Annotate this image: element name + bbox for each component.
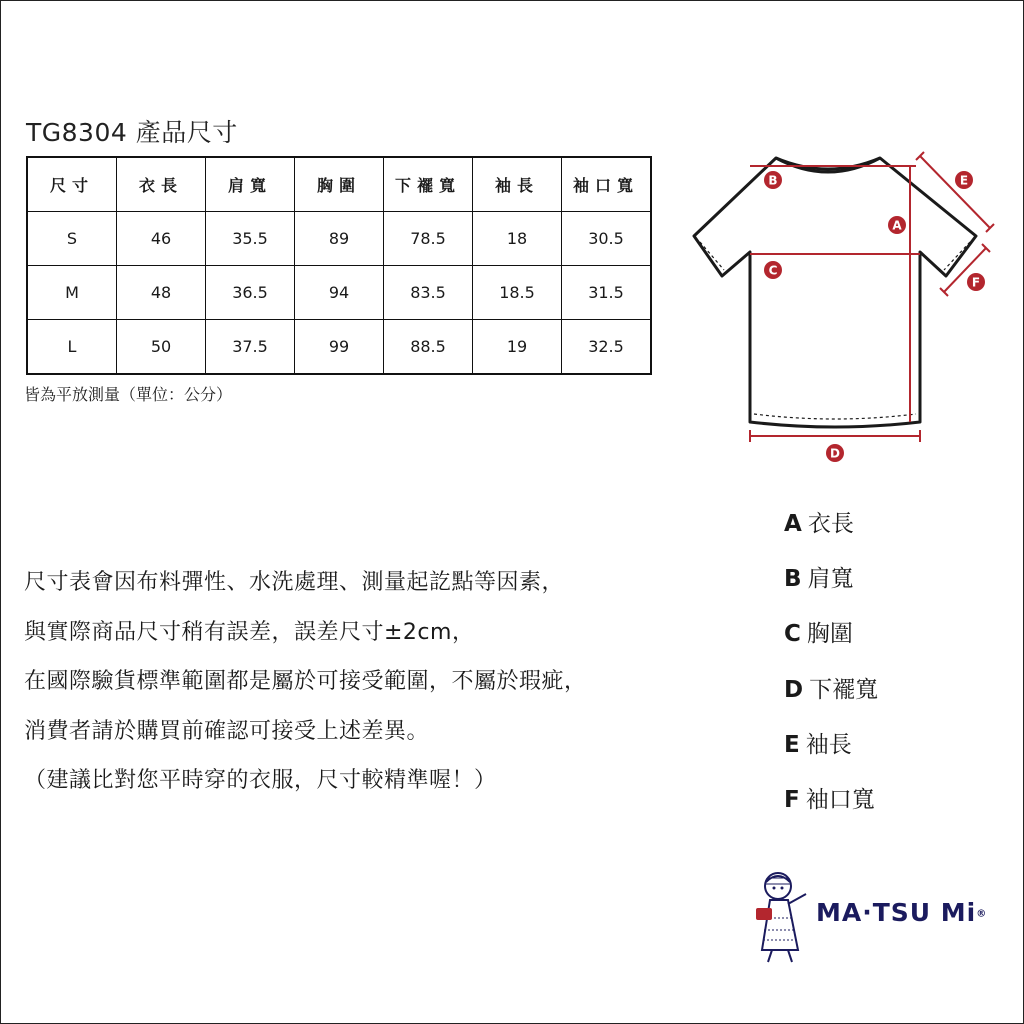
- table-cell: 89: [295, 212, 384, 266]
- header-shoulder: 肩寬: [206, 157, 295, 212]
- marker-b-label: B: [768, 173, 778, 188]
- table-cell: M: [27, 266, 117, 320]
- disclaimer-line: 尺寸表會因布料彈性、水洗處理、測量起訖點等因素，: [24, 570, 565, 595]
- header-length: 衣長: [117, 157, 206, 212]
- marker-c-label: C: [768, 263, 778, 278]
- table-cell: 99: [295, 320, 384, 375]
- legend-label: 下襬寬: [809, 676, 879, 703]
- legend-label: 衣長: [807, 511, 854, 537]
- disclaimer-line: （建議比對您平時穿的衣服，尺寸較精準喔！）: [24, 768, 497, 793]
- legend-item: [784, 663, 878, 718]
- brand-logo: [816, 898, 987, 927]
- header-size: 尺寸: [27, 157, 117, 212]
- legend-label: 袖長: [805, 731, 852, 758]
- legend-item: [784, 718, 878, 773]
- legend-item: [784, 773, 878, 828]
- legend-key: F: [784, 787, 800, 814]
- marker-d: [826, 444, 844, 462]
- table-cell: 32.5: [562, 320, 652, 375]
- legend-item: [784, 607, 878, 662]
- legend-key: D: [784, 676, 804, 703]
- table-cell: 18.5: [473, 266, 562, 320]
- table-cell: 83.5: [384, 266, 473, 320]
- table-cell: 78.5: [384, 212, 473, 266]
- table-cell: 18: [473, 212, 562, 266]
- table-cell: 88.5: [384, 320, 473, 375]
- legend-label: 袖口寬: [805, 787, 875, 814]
- table-cell: 50: [117, 320, 206, 375]
- table-cell: S: [27, 212, 117, 266]
- table-cell: 31.5: [562, 266, 652, 320]
- table-row: [27, 212, 651, 266]
- table-cell: 35.5: [206, 212, 295, 266]
- table-cell: 37.5: [206, 320, 295, 375]
- disclaimer-paragraph: [24, 558, 587, 806]
- table-cell: 48: [117, 266, 206, 320]
- marker-e: [955, 171, 973, 189]
- legend-item: [784, 552, 878, 607]
- marker-e-label: E: [959, 173, 969, 188]
- tshirt-diagram-icon: [680, 140, 1010, 470]
- product-title: TG8304 產品尺寸: [26, 118, 238, 147]
- brand-name: MA·TSU Mi: [816, 898, 977, 927]
- table-cell: 19: [473, 320, 562, 375]
- table-cell: 46: [117, 212, 206, 266]
- header-chest: 胸圍: [295, 157, 384, 212]
- legend-key: C: [784, 621, 801, 648]
- marker-a-label: A: [892, 218, 902, 233]
- legend-key: A: [784, 511, 802, 537]
- registered-mark: ®: [976, 908, 988, 920]
- marker-f-label: F: [971, 275, 981, 290]
- legend-key: E: [784, 731, 800, 758]
- header-cuff: 袖口寬: [562, 157, 652, 212]
- measurement-legend: [784, 497, 878, 828]
- table-cell: 30.5: [562, 212, 652, 266]
- table-cell: L: [27, 320, 117, 375]
- table-cell: 94: [295, 266, 384, 320]
- size-table: [26, 156, 652, 375]
- table-row: [27, 320, 651, 375]
- table-row: [27, 266, 651, 320]
- measurement-note: 皆為平放測量（單位：公分）: [24, 385, 233, 404]
- brand-mascot-icon: [748, 868, 814, 964]
- marker-f: [967, 273, 985, 291]
- disclaimer-line: 在國際驗貨標準範圍都是屬於可接受範圍，不屬於瑕疵，: [24, 669, 587, 694]
- legend-label: 胸圍: [806, 621, 853, 648]
- marker-c: [764, 261, 782, 279]
- legend-key: B: [784, 566, 802, 593]
- header-sleeve-length: 袖長: [473, 157, 562, 212]
- legend-item: [784, 497, 878, 552]
- legend-label: 肩寬: [807, 566, 854, 593]
- table-header-row: [27, 157, 651, 212]
- header-hem: 下襬寬: [384, 157, 473, 212]
- table-cell: 36.5: [206, 266, 295, 320]
- disclaimer-line: 消費者請於購買前確認可接受上述差異。: [24, 718, 430, 744]
- marker-b: [764, 171, 782, 189]
- disclaimer-line: 與實際商品尺寸稍有誤差，誤差尺寸±2cm，: [24, 619, 475, 645]
- marker-d-label: D: [830, 446, 840, 461]
- marker-a: [888, 216, 906, 234]
